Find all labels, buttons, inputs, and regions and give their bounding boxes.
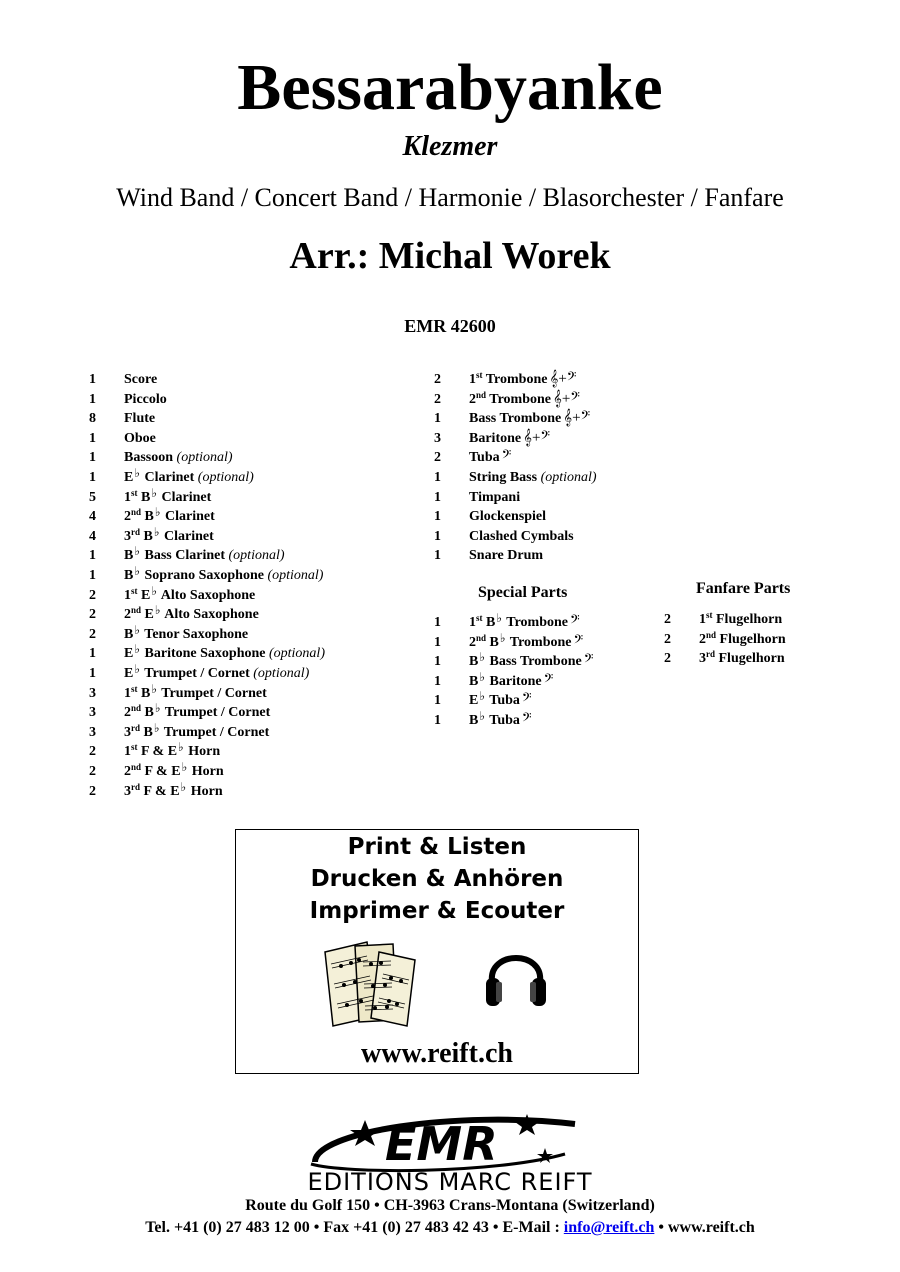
part-quantity: 2 (664, 651, 671, 667)
part-quantity: 1 (434, 615, 441, 630)
optional-note: (optional) (176, 450, 233, 466)
catalog-number: EMR 42600 (404, 316, 496, 336)
part-quantity: 1 (434, 654, 441, 670)
instrumentation-line: Wind Band / Concert Band / Harmonie / Blasorchester / Fanfare (116, 183, 784, 212)
clef-icon: 𝄢 (543, 672, 554, 689)
flat-symbol: ♭ (154, 505, 161, 520)
clef-icon: 𝄞+𝄢 (563, 410, 591, 427)
part-name: 2nd E♭ Alto Saxophone (124, 603, 259, 623)
part-quantity: 5 (89, 489, 96, 505)
part-name: E♭ Clarinet (optional) (124, 466, 254, 485)
flat-symbol: ♭ (153, 524, 160, 539)
flat-symbol: ♭ (153, 720, 160, 735)
promo-line-french: Imprimer & Ecouter (309, 898, 565, 924)
optional-note: (optional) (253, 666, 310, 681)
flat-symbol: ♭ (154, 603, 161, 618)
part-name: Glockenspiel (469, 509, 547, 525)
part-name: 2nd Flugelhorn (699, 629, 786, 647)
part-quantity: 2 (434, 372, 441, 387)
part-name: 1st B♭ Trumpet / Cornet (124, 681, 267, 701)
part-quantity: 1 (434, 509, 441, 525)
part-quantity: 1 (434, 528, 441, 544)
flat-symbol: ♭ (180, 779, 187, 794)
clef-icon: 𝄞+𝄢 (523, 429, 551, 446)
clef-icon: 𝄢 (569, 614, 580, 630)
part-name: B♭ Baritone 𝄢 (469, 669, 554, 689)
part-name: B♭ Tenor Saxophone (124, 622, 249, 642)
part-quantity: 1 (434, 470, 441, 485)
part-quantity: 2 (89, 626, 96, 642)
part-name: String Bass (optional) (469, 470, 597, 485)
clef-icon: 𝄢 (501, 449, 512, 466)
part-name: 1st Trombone 𝄞+𝄢 (469, 370, 577, 387)
part-quantity: 2 (89, 607, 96, 623)
part-name: 2nd B♭ Trombone 𝄢 (469, 630, 584, 650)
flat-symbol: ♭ (178, 740, 184, 755)
part-quantity: 1 (89, 568, 96, 583)
clef-icon: 𝄢 (521, 712, 532, 728)
arranger-credit: Arr.: Michal Worek (289, 235, 611, 277)
phone-fax-text: Tel. +41 (0) 27 483 12 00 • Fax +41 (0) 27 483 42 43 • E-Mail : (145, 1219, 564, 1236)
flat-symbol: ♭ (154, 701, 161, 716)
flat-symbol: ♭ (134, 662, 141, 676)
part-quantity: 2 (89, 783, 96, 799)
part-quantity: 1 (434, 548, 441, 564)
part-name: Flute (124, 411, 156, 427)
part-name: Clashed Cymbals (469, 528, 574, 544)
part-name: 2nd B♭ Trumpet / Cornet (124, 701, 271, 721)
clef-icon: 𝄢 (583, 653, 594, 670)
part-name: 1st F & E♭ Horn (124, 740, 221, 760)
sheet-music-icon (321, 938, 421, 1030)
part-name: Tuba 𝄢 (469, 449, 512, 466)
flat-symbol: ♭ (134, 466, 141, 480)
part-quantity: 3 (434, 430, 441, 446)
flat-symbol: ♭ (181, 760, 188, 774)
part-quantity: 1 (89, 450, 96, 466)
part-quantity: 1 (89, 646, 96, 662)
part-quantity: 2 (664, 612, 671, 627)
part-quantity: 2 (89, 764, 96, 779)
part-name: Bass Trombone 𝄞+𝄢 (469, 410, 591, 427)
part-quantity: 1 (89, 391, 96, 407)
part-quantity: 8 (89, 411, 96, 427)
part-name: B♭ Soprano Saxophone (optional) (124, 564, 324, 583)
optional-note: (optional) (268, 646, 325, 662)
optional-note: (optional) (267, 568, 324, 583)
optional-note: (optional) (540, 470, 597, 485)
part-quantity: 1 (434, 489, 441, 505)
publisher-contact (0, 1218, 900, 1238)
part-quantity: 1 (89, 666, 96, 681)
email-link[interactable]: info@reift.ch (563, 1219, 655, 1236)
piece-subtitle: Klezmer (402, 131, 498, 162)
print-listen-box (235, 829, 639, 1074)
part-quantity: 1 (434, 634, 441, 650)
headphones-icon (484, 938, 548, 1016)
part-name: Oboe (124, 430, 156, 446)
part-name: 1st Flugelhorn (699, 610, 783, 627)
optional-note: (optional) (228, 548, 285, 564)
part-quantity: 2 (434, 450, 441, 466)
promo-website-link[interactable]: www.reift.ch (361, 1038, 513, 1069)
part-name: 3rd Flugelhorn (699, 649, 785, 667)
part-name: Bassoon (optional) (124, 450, 233, 466)
part-name: 2nd F & E♭ Horn (124, 760, 224, 779)
part-name: 3rd B♭ Trumpet / Cornet (124, 720, 270, 740)
part-quantity: 1 (434, 673, 441, 689)
clef-icon: 𝄢 (521, 692, 532, 709)
part-quantity: 2 (89, 744, 96, 760)
fanfare-parts-heading: Fanfare Parts (696, 580, 791, 597)
flat-symbol: ♭ (151, 583, 158, 598)
flat-symbol: ♭ (151, 681, 158, 696)
part-quantity: 1 (89, 372, 96, 387)
part-quantity: 1 (89, 430, 96, 446)
flat-symbol: ♭ (134, 642, 141, 657)
emr-logo (245, 1102, 655, 1199)
part-quantity: 3 (89, 705, 96, 721)
part-name: 1st B♭ Clarinet (124, 485, 212, 505)
part-name: Piccolo (124, 391, 167, 407)
part-name: 3rd B♭ Clarinet (124, 524, 214, 544)
part-quantity: 1 (434, 693, 441, 709)
part-quantity: 3 (89, 685, 96, 701)
optional-note: (optional) (197, 470, 254, 485)
flat-symbol: ♭ (499, 630, 506, 645)
part-name: Baritone 𝄞+𝄢 (469, 429, 551, 446)
part-name: 1st B♭ Trombone 𝄢 (469, 611, 580, 630)
part-name: E♭ Baritone Saxophone (optional) (124, 642, 325, 662)
part-name: 2nd Trombone 𝄞+𝄢 (469, 389, 580, 407)
part-name: Timpani (469, 489, 521, 505)
part-name: E♭ Trumpet / Cornet (optional) (124, 662, 310, 681)
flat-symbol: ♭ (496, 611, 503, 625)
promo-line-english: Print & Listen (347, 834, 527, 860)
part-quantity: 1 (434, 411, 441, 427)
flat-symbol: ♭ (134, 564, 141, 578)
flat-symbol: ♭ (151, 485, 158, 500)
part-quantity: 2 (434, 391, 441, 407)
piece-title: Bessarabyanke (237, 51, 663, 124)
part-name: 2nd B♭ Clarinet (124, 505, 215, 525)
clef-icon: 𝄢 (573, 633, 584, 650)
part-name: B♭ Tuba 𝄢 (469, 709, 532, 728)
flat-symbol: ♭ (134, 622, 141, 637)
emr-logo-wordmark: EDITIONS MARC REIFT (307, 1168, 593, 1194)
flat-symbol: ♭ (479, 650, 486, 665)
part-quantity: 4 (89, 509, 96, 525)
part-quantity: 1 (89, 470, 96, 485)
part-name: B♭ Bass Trombone 𝄢 (469, 650, 594, 670)
part-quantity: 3 (89, 724, 96, 740)
emr-logo-monogram: EMR (385, 1117, 498, 1171)
clef-icon: 𝄞+𝄢 (549, 371, 577, 387)
website-text: • www.reift.ch (654, 1219, 755, 1236)
emr-logo-graphic (245, 1102, 655, 1194)
promo-line-german: Drucken & Anhören (310, 866, 564, 892)
part-name: 1st E♭ Alto Saxophone (124, 583, 256, 603)
part-name: 3rd F & E♭ Horn (124, 779, 223, 799)
part-quantity: 4 (89, 528, 96, 544)
part-quantity: 2 (664, 631, 671, 647)
part-quantity: 1 (434, 713, 441, 728)
part-quantity: 2 (89, 587, 96, 603)
flat-symbol: ♭ (134, 544, 141, 559)
clef-icon: 𝄞+𝄢 (552, 390, 580, 407)
part-name: B♭ Bass Clarinet (optional) (124, 544, 285, 564)
publisher-address: Route du Golf 150 • CH-3963 Crans-Montana (Switzerland) (245, 1197, 655, 1214)
part-name: Snare Drum (469, 548, 544, 564)
part-name: Score (124, 372, 158, 387)
flat-symbol: ♭ (479, 709, 486, 723)
special-parts-heading: Special Parts (478, 584, 568, 601)
flat-symbol: ♭ (479, 669, 486, 684)
part-name: E♭ Tuba 𝄢 (469, 689, 532, 709)
flat-symbol: ♭ (479, 689, 486, 704)
part-quantity: 1 (89, 548, 96, 564)
